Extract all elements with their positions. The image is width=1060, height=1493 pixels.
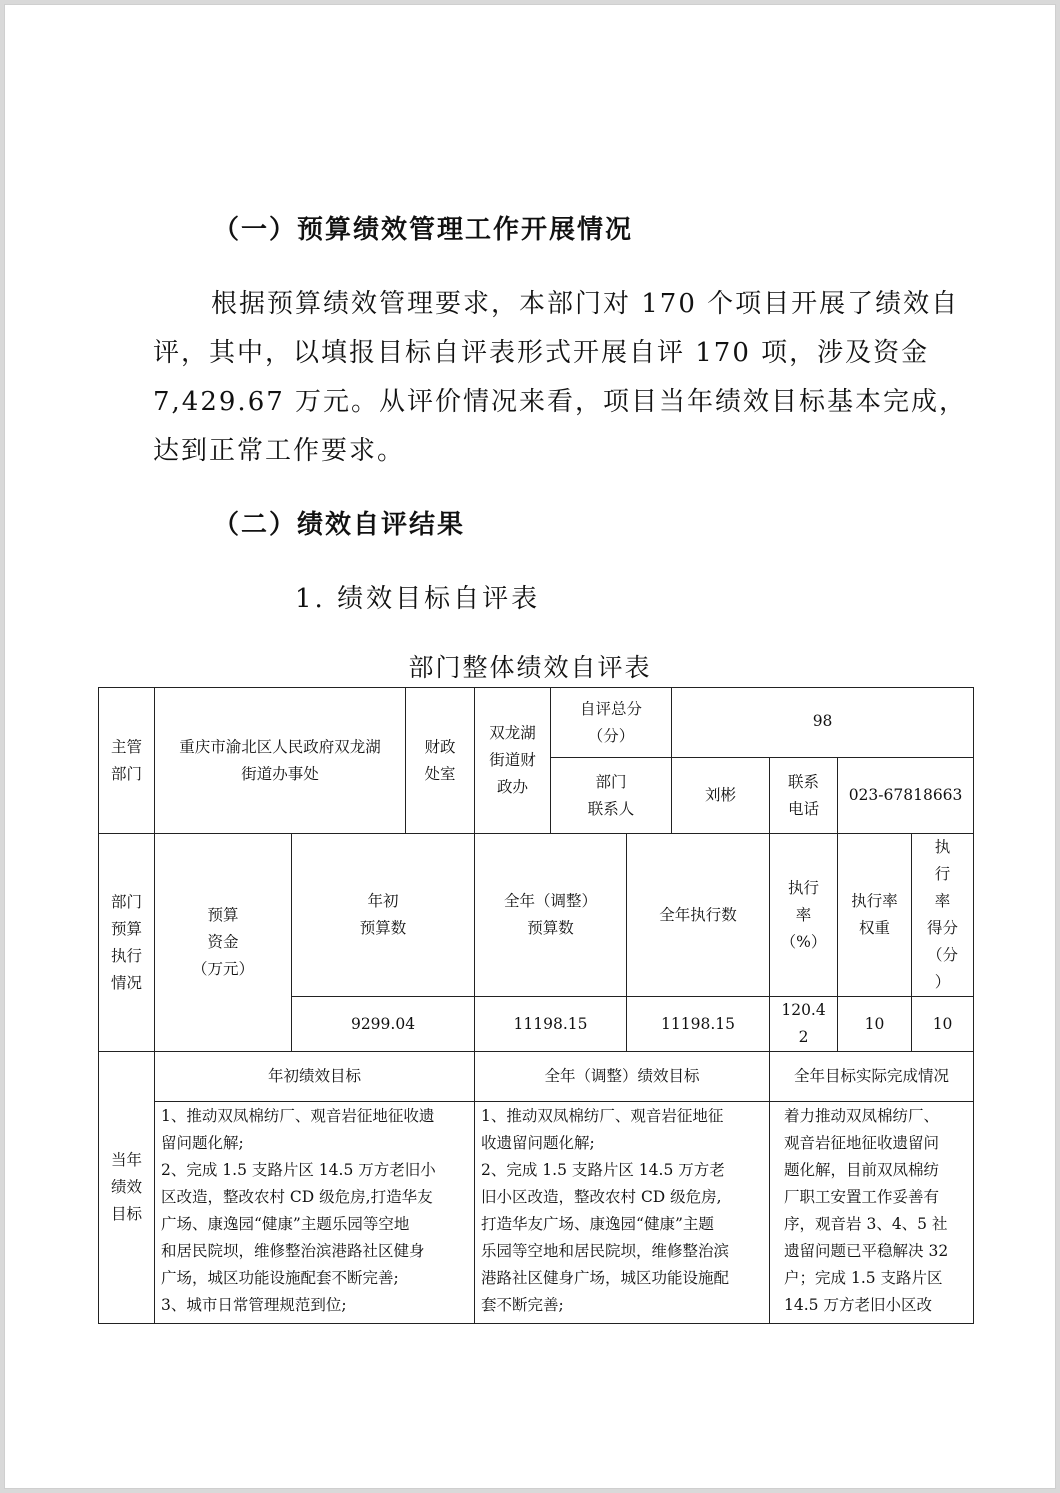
rate-weight-header: 执行率 权重 <box>838 834 912 997</box>
dept-label-cell: 主管 部门 <box>99 688 155 834</box>
finance-office-value-cell: 双龙湖 街道财 政办 <box>475 688 551 834</box>
initial-goal-text: 1、推动双凤棉纺厂、观音岩征地征收遗 留问题化解; 2、完成 1.5 支路片区 14.5 万方老旧小 区改造，整改农村 CD 级危房,打造华友 广场、康逸园“健康”主题乐园等空地 和居民院坝，维修整治滨港路社区健身 广场，城区功能设施配套不断完善; 3、城市日常管理规范到位; <box>155 1102 475 1324</box>
finance-office-label-cell: 财政 处室 <box>406 688 475 834</box>
total-score-value-cell: 98 <box>672 688 974 758</box>
rate-weight-value: 10 <box>838 997 912 1052</box>
table-title: 部门整体绩效自评表 <box>408 653 652 682</box>
initial-budget-header: 年初 预算数 <box>292 834 475 997</box>
paragraph-line-4: 达到正常工作要求。 <box>153 436 406 466</box>
goals-label-cell: 当年 绩效 目标 <box>99 1052 155 1324</box>
exec-rate-value: 120.4 2 <box>770 997 838 1052</box>
adjusted-budget-value: 11198.15 <box>475 997 627 1052</box>
phone-value-cell: 023-67818663 <box>838 758 974 834</box>
adjusted-goal-header: 全年（调整）绩效目标 <box>475 1052 770 1102</box>
execution-value: 11198.15 <box>627 997 770 1052</box>
dept-name-cell: 重庆市渝北区人民政府双龙湖 街道办事处 <box>155 688 406 834</box>
budget-exec-label-cell: 部门 预算 执行 情况 <box>99 834 155 1052</box>
subsection-heading: 1. 绩效目标自评表 <box>295 584 541 614</box>
total-score-label-cell: 自评总分 （分） <box>551 688 672 758</box>
paragraph-line-3: 7,429.67 万元。从评价情况来看，项目当年绩效目标基本完成， <box>153 387 968 417</box>
initial-budget-value: 9299.04 <box>292 997 475 1052</box>
paragraph-line-2: 评，其中，以填报目标自评表形式开展自评 170 项，涉及资金 <box>153 338 930 368</box>
exec-rate-header: 执行 率 （%） <box>770 834 838 997</box>
adjusted-goal-text: 1、推动双凤棉纺厂、观音岩征地征 收遗留问题化解; 2、完成 1.5 支路片区 14.5 万方老 旧小区改造，整改农村 CD 级危房, 打造华友广场、康逸园“健康”主题 乐园等空地和居民院坝，维修整治滨 港路社区健身广场，城区功能设施配 套不断完善; <box>475 1102 770 1324</box>
budget-funds-label-cell: 预算 资金 （万元） <box>155 834 292 1052</box>
phone-label-cell: 联系 电话 <box>770 758 838 834</box>
section-heading-2: （二）绩效自评结果 <box>213 510 466 540</box>
execution-header: 全年执行数 <box>627 834 770 997</box>
performance-evaluation-table <box>98 687 974 1324</box>
body-paragraph <box>153 280 968 476</box>
initial-goal-header: 年初绩效目标 <box>155 1052 475 1102</box>
actual-completion-header: 全年目标实际完成情况 <box>770 1052 974 1102</box>
actual-completion-text: 着力推动双凤棉纺厂、 观音岩征地征收遗留问 题化解，目前双凤棉纺 厂职工安置工作妥善有 序，观音岩 3、4、5 社 遗留问题已平稳解决 32 户；完成 1.5 支路片区 14.5 万方老旧小区改 <box>770 1102 974 1324</box>
paragraph-line-1: 根据预算绩效管理要求，本部门对 170 个项目开展了绩效自 <box>211 289 960 319</box>
adjusted-budget-header: 全年（调整） 预算数 <box>475 834 627 997</box>
section-heading-1: （一）预算绩效管理工作开展情况 <box>213 215 634 245</box>
contact-label-cell: 部门 联系人 <box>551 758 672 834</box>
rate-score-value: 10 <box>912 997 974 1052</box>
rate-score-header: 执 行 率 得分 （分 ） <box>912 834 974 997</box>
contact-value-cell: 刘彬 <box>672 758 770 834</box>
